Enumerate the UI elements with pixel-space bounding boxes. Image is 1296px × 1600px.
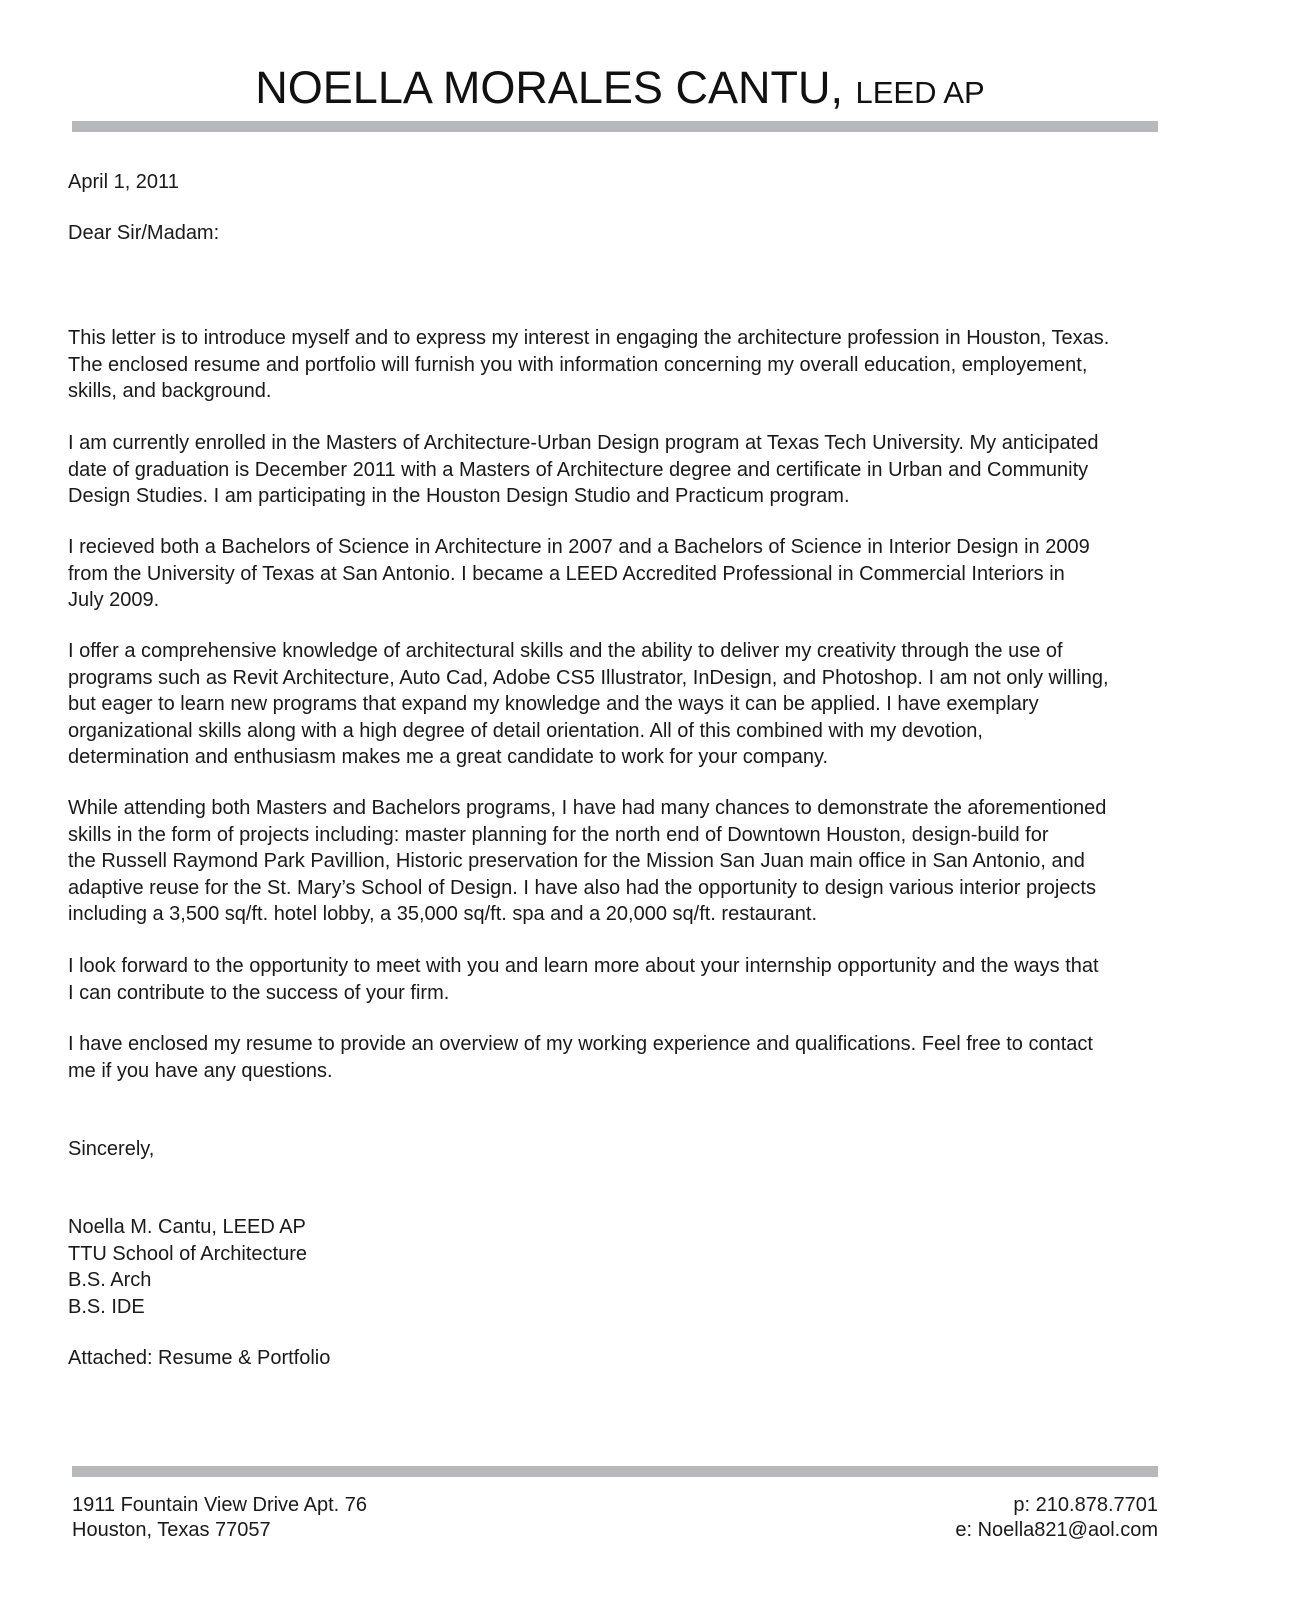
- letterhead-credential: LEED AP: [855, 75, 985, 110]
- header-divider: [72, 121, 1158, 132]
- paragraph-line: I can contribute to the success of your firm.: [68, 981, 450, 1004]
- paragraph-line: programs such as Revit Architecture, Auto Cad, Adobe CS5 Illustrator, InDesign, and Photoshop. I am not only willing,: [68, 666, 1109, 689]
- letter-salutation: Dear Sir/Madam:: [68, 222, 220, 244]
- paragraph-line: including a 3,500 sq/ft. hotel lobby, a 35,000 sq/ft. spa and a 20,000 sq/ft. restaurant.: [68, 903, 818, 925]
- paragraph-line: I look forward to the opportunity to meet with you and learn more about your internship opportunity and the ways that: [68, 955, 1099, 977]
- letter-date: April 1, 2011: [68, 171, 179, 193]
- footer-contact: [955, 1493, 1158, 1543]
- contact-phone: p: 210.878.7701: [1013, 1494, 1158, 1516]
- letterhead-name: [0, 60, 1240, 121]
- paragraph-introduction: [68, 325, 1109, 405]
- paragraph-line: This letter is to introduce myself and to express my interest in engaging the architecture profession in Houston, Texas.: [68, 327, 1110, 349]
- address-city: Houston, Texas 77057: [72, 1519, 271, 1541]
- paragraph-line: the Russell Raymond Park Pavillion, Historic preservation for the Mission San Juan main office in San Antonio, and: [68, 850, 1085, 872]
- paragraph-line: adaptive reuse for the St. Mary’s School of Design. I have also had the opportunity to design various interior projects: [68, 876, 1096, 899]
- letter-closing: Sincerely,: [68, 1138, 155, 1160]
- paragraph-enclosed-resume: [68, 1031, 1093, 1084]
- paragraph-line: determination and enthusiasm makes me a great candidate to work for your company.: [68, 746, 829, 768]
- paragraph-line: me if you have any questions.: [68, 1059, 333, 1082]
- paragraph-line: The enclosed resume and portfolio will furnish you with information concerning my overall education, employement,: [68, 353, 1088, 376]
- paragraph-line: July 2009.: [68, 589, 160, 611]
- signature-school: TTU School of Architecture: [68, 1242, 307, 1265]
- paragraph-projects: [68, 795, 1106, 928]
- footer-divider: [72, 1466, 1158, 1477]
- footer-address: [72, 1493, 367, 1543]
- paragraph-line: date of graduation is December 2011 with a Masters of Architecture degree and certificate in Urban and Community: [68, 458, 1089, 481]
- letterhead-full-name: NOELLA MORALES CANTU,: [255, 62, 843, 113]
- signature-degree: B.S. IDE: [68, 1295, 145, 1318]
- address-street: 1911 Fountain View Drive Apt. 76: [72, 1494, 367, 1516]
- paragraph-skills: [68, 638, 1109, 771]
- paragraph-line: but eager to learn new programs that expand my knowledge and the ways it can be applied. I have exemplary: [68, 693, 1039, 715]
- paragraph-line: skills, and background.: [68, 380, 272, 402]
- signature-degree: B.S. Arch: [68, 1269, 152, 1291]
- signature-name: Noella M. Cantu, LEED AP: [68, 1216, 306, 1238]
- paragraph-line: skills in the form of projects including: master planning for the north end of Downtown Houston, design-build for: [68, 823, 1049, 846]
- paragraph-line: I offer a comprehensive knowledge of architectural skills and the ability to deliver my creativity through the use of: [68, 640, 1063, 662]
- paragraph-line: I have enclosed my resume to provide an overview of my working experience and qualifications. Feel free to contact: [68, 1033, 1093, 1055]
- contact-email: e: Noella821@aol.com: [955, 1519, 1158, 1541]
- paragraph-line: from the University of Texas at San Antonio. I became a LEED Accredited Professional in Commercial Interiors in: [68, 562, 1065, 585]
- paragraph-line: I am currently enrolled in the Masters of Architecture-Urban Design program at Texas Tech University. My anticipated: [68, 432, 1099, 454]
- paragraph-looking-forward: [68, 953, 1099, 1006]
- paragraph-degrees: [68, 534, 1090, 614]
- paragraph-line: While attending both Masters and Bachelors programs, I have had many chances to demonstrate the aforementioned: [68, 797, 1107, 819]
- paragraph-current-enrollment: [68, 430, 1098, 510]
- paragraph-line: Design Studies. I am participating in the Houston Design Studio and Practicum program.: [68, 485, 850, 507]
- signature-block: [68, 1214, 307, 1320]
- paragraph-line: I recieved both a Bachelors of Science in Architecture in 2007 and a Bachelors of Science in Interior Design in 2009: [68, 536, 1090, 558]
- paragraph-line: organizational skills along with a high degree of detail orientation. All of this combined with my devotion,: [68, 719, 983, 742]
- attachment-note: Attached: Resume & Portfolio: [68, 1347, 331, 1369]
